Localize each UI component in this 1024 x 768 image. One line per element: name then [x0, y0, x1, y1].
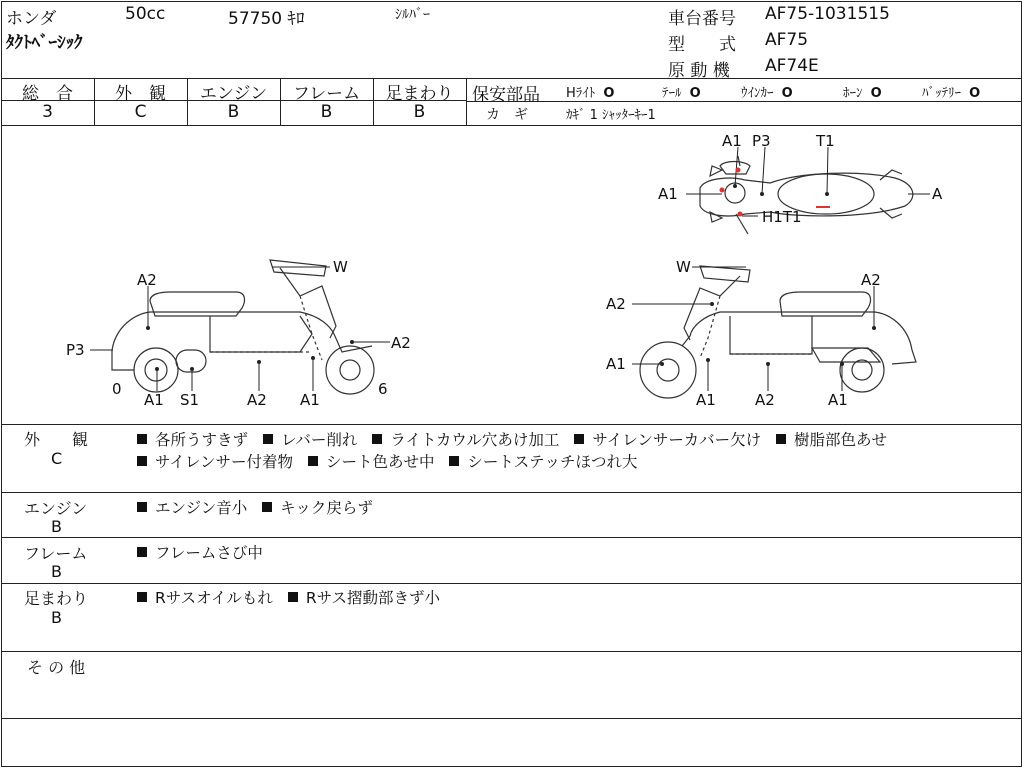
note-grade-suspension: B [51, 608, 62, 627]
label-right-a1-b: A1 [828, 391, 848, 409]
type-value: AF75 [765, 30, 809, 50]
frame-no: AF75-1031515 [765, 4, 890, 24]
label-right-a1: A1 [696, 391, 716, 409]
safety-item-name: ﾃｰﾙ [662, 86, 682, 101]
bullet-icon [137, 592, 147, 602]
safety-item-headlight [566, 82, 614, 101]
safety-mark: O [781, 86, 793, 101]
label-left-zero: 0 [112, 380, 122, 398]
rule [1, 537, 1022, 538]
safety-item-winker [741, 82, 793, 101]
safety-item-name: ﾎｰﾝ [843, 86, 863, 101]
label-right-a2-bottom: A2 [755, 391, 775, 409]
note-item: フレームさび中 [137, 544, 263, 562]
grade-label-exterior: 外 観 [115, 84, 166, 104]
key-label: カ ギ [486, 107, 528, 123]
note-item: Rサス摺動部きず小 [288, 589, 440, 607]
label-right-w: W [676, 258, 691, 276]
note-label-other: そ の 他 [27, 658, 86, 677]
grade-label-overall: 総 合 [22, 84, 73, 104]
label-left-six: 6 [378, 380, 388, 398]
safety-item-name: ｳｲﾝｶｰ [741, 86, 774, 101]
note-label-suspension: 足まわり [24, 589, 89, 608]
bullet-icon [137, 456, 147, 466]
displacement: 50cc [125, 4, 166, 24]
grade-label-suspension: 足まわり [385, 84, 454, 104]
rule [1, 718, 1022, 719]
note-label-engine: エンジン [24, 499, 88, 518]
color: ｼﾙﾊﾞｰ [395, 7, 430, 23]
model-name: ﾀｸﾄﾍﾞｰｼｯｸ [6, 33, 83, 53]
label-right-a1-left: A1 [606, 355, 626, 373]
bullet-icon [262, 502, 272, 512]
label-left-a1: A1 [144, 391, 164, 409]
rule [1, 424, 1022, 425]
label-left-a2-top: A2 [137, 271, 157, 289]
bullet-icon [137, 547, 147, 557]
mileage: 57750 ｷﾛ [228, 9, 305, 29]
label-top-t1: T1 [816, 132, 835, 150]
grade-value-overall: 3 [42, 102, 53, 122]
label-right-a2-top: A2 [861, 271, 881, 289]
note-item: ライトカウル穴あけ加工 [372, 431, 559, 449]
label-left-a2-right: A2 [391, 334, 411, 352]
note-line [137, 541, 273, 563]
bullet-icon [263, 434, 273, 444]
note-label-frame: フレーム [24, 544, 88, 563]
frame-no-label: 車台番号 [668, 9, 736, 29]
label-left-a2-bottom: A2 [247, 391, 267, 409]
rule [467, 101, 1022, 102]
label-top-a1: A1 [722, 132, 742, 150]
bullet-icon [449, 456, 459, 466]
note-item: シートステッチほつれ大 [449, 453, 637, 471]
engine-label: 原 動 機 [668, 61, 730, 81]
note-item: シート色あせ中 [308, 453, 435, 471]
safety-mark: O [870, 86, 882, 101]
top-view-scooter [700, 156, 913, 234]
note-item: キック戻らず [262, 499, 373, 517]
label-left-p3: P3 [66, 341, 85, 359]
note-item: エンジン音小 [137, 499, 247, 517]
safety-item-horn [843, 82, 882, 101]
rule [1, 583, 1022, 584]
bullet-icon [288, 592, 298, 602]
rule [1, 492, 1022, 493]
bullet-icon [574, 434, 584, 444]
engine-value: AF74E [765, 56, 819, 76]
label-top-a1-left: A1 [658, 185, 678, 203]
safety-item-name: ﾊﾞｯﾃﾘｰ [922, 86, 961, 101]
bullet-icon [137, 434, 147, 444]
type-label: 型 式 [668, 35, 736, 55]
note-item: 樹脂部色あせ [776, 431, 887, 449]
note-item: 各所うすきず [137, 431, 248, 449]
grade-value-suspension: B [413, 102, 426, 122]
note-label-exterior: 外 観 [24, 430, 89, 449]
safety-mark: O [603, 86, 615, 101]
note-line [137, 586, 450, 608]
safety-label: 保安部品 [472, 85, 540, 105]
grade-value-frame: B [320, 102, 333, 122]
label-left-w: W [333, 258, 348, 276]
safety-mark: O [689, 86, 701, 101]
note-line [137, 450, 647, 472]
note-item: サイレンサーカバー欠け [574, 431, 761, 449]
label-left-a1-b: A1 [300, 391, 320, 409]
label-top-a-right: A [932, 185, 943, 203]
note-item: Rサスオイルもれ [137, 589, 273, 607]
safety-item-tail [662, 82, 701, 101]
grade-value-exterior: C [134, 102, 147, 122]
label-right-a2-left: A2 [606, 295, 626, 313]
bullet-icon [372, 434, 382, 444]
note-grade-engine: B [51, 517, 62, 536]
label-top-h1t1: H1T1 [762, 208, 802, 226]
safety-item-battery [922, 82, 980, 101]
note-line [137, 428, 897, 450]
note-grade-exterior: C [51, 449, 63, 468]
note-line [137, 496, 383, 518]
note-grade-frame: B [51, 562, 62, 581]
rule [466, 78, 467, 125]
grade-label-engine: エンジン [199, 84, 268, 104]
maker: ホンダ [6, 9, 57, 29]
note-item: サイレンサー付着物 [137, 453, 293, 471]
key-value: ｶｷﾞ 1 ｼｬｯﾀｰｷｰ1 [566, 108, 656, 123]
grade-label-frame: フレーム [292, 84, 361, 104]
safety-item-name: Hﾗｲﾄ [566, 86, 596, 101]
label-left-s1: S1 [180, 391, 200, 409]
bullet-icon [776, 434, 786, 444]
bullet-icon [137, 502, 147, 512]
damage-diagram [0, 126, 1024, 424]
bullet-icon [308, 456, 318, 466]
rule [1, 651, 1022, 652]
label-top-p3: P3 [752, 132, 771, 150]
note-item: レバー削れ [263, 431, 357, 449]
grade-value-engine: B [227, 102, 240, 122]
safety-mark: O [969, 86, 981, 101]
